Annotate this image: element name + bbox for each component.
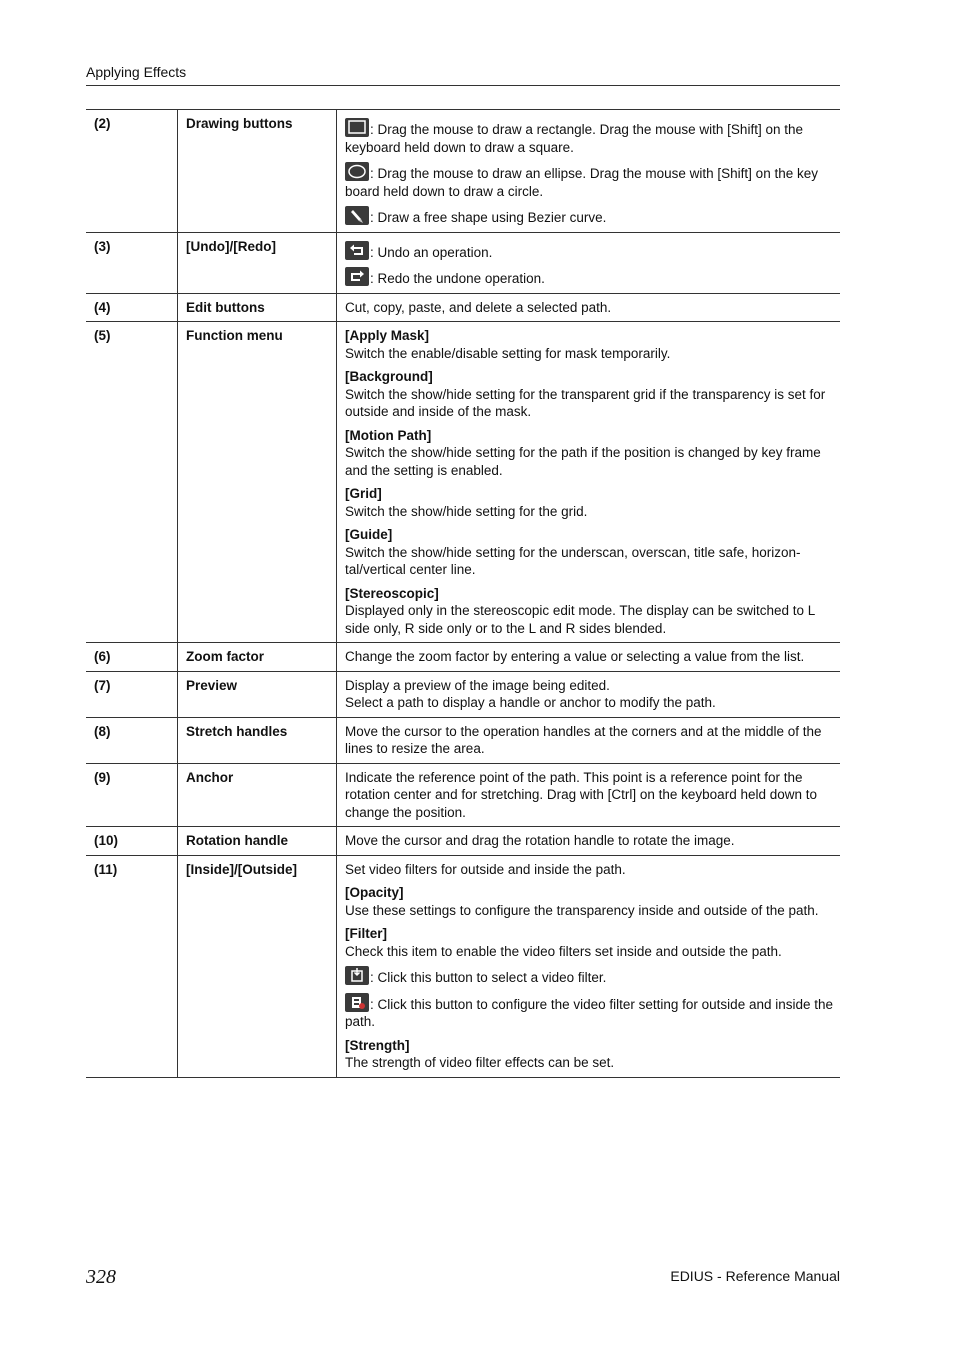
row-name: Stretch handles <box>178 717 337 763</box>
table-row <box>86 293 840 322</box>
row-name: Anchor <box>178 763 337 827</box>
row-number: (7) <box>86 671 178 717</box>
row-number: (11) <box>86 855 178 1077</box>
row-number: (3) <box>86 232 178 293</box>
menu-item-label: [Stereoscopic] <box>345 585 439 601</box>
row-description: Move the cursor and drag the rotation handle to rotate the image. <box>337 827 841 856</box>
row-name: [Inside]/[Outside] <box>178 855 337 1077</box>
row-description <box>337 322 841 643</box>
menu-item-label: [Motion Path] <box>345 427 432 443</box>
ellipse-icon <box>345 162 369 181</box>
running-header: Applying Effects <box>86 64 840 86</box>
select-filter-icon <box>345 966 369 985</box>
page-number: 328 <box>86 1266 116 1288</box>
menu-item-text: Switch the show/hide setting for the grid. <box>345 503 588 519</box>
redo-icon <box>345 267 369 286</box>
table-row <box>86 110 840 233</box>
row-name: Edit buttons <box>178 293 337 322</box>
manual-title: EDIUS - Reference Manual <box>670 1268 840 1284</box>
table-row <box>86 322 840 643</box>
description-line: Display a preview of the image being edited. <box>345 677 610 693</box>
table-row <box>86 855 840 1077</box>
menu-item-label: [Grid] <box>345 486 382 501</box>
description-intro: Set video filters for outside and inside the path. <box>345 861 626 877</box>
setting-label: [Opacity] <box>345 885 404 900</box>
row-name: Preview <box>178 671 337 717</box>
row-description: : Undo an operation. : Redo the undone operation. <box>337 232 841 293</box>
setting-text: Check this item to enable the video filters set inside and outside the path. <box>345 943 782 959</box>
setting-text: Use these settings to configure the transparency inside and outside of the path. <box>345 902 819 918</box>
row-number: (5) <box>86 322 178 643</box>
row-name: [Undo]/[Redo] <box>178 232 337 293</box>
setting-label: [Filter] <box>345 926 387 941</box>
table-row <box>86 643 840 672</box>
rectangle-icon <box>345 118 369 137</box>
menu-item-label: [Background] <box>345 369 433 384</box>
setting-label: [Strength] <box>345 1037 410 1053</box>
row-description: Cut, copy, paste, and delete a selected path. <box>337 293 841 322</box>
setting-text: The strength of video filter effects can be set. <box>345 1055 615 1070</box>
row-number: (4) <box>86 293 178 322</box>
menu-item-text: Switch the show/hide setting for the path if the position is changed by key frame and the setting is enabled. <box>345 445 821 478</box>
menu-item-text: Switch the show/hide setting for the underscan, overscan, title safe, horizon-tal/vertical center line. <box>345 544 801 577</box>
row-number: (6) <box>86 643 178 672</box>
row-description: Set video filters for outside and inside the path. [Opacity] Use these settings to configure the transparency inside and outside of the path. [Filter] Check this item to enable the video filters set inside and outside the path. : Click this button to select a video filter. : Click this button to configure the video filter setting for outside and inside the path. [Strength] The strength of video filter effects can be set. <box>337 855 841 1077</box>
menu-item-text: Switch the enable/disable setting for mask temporarily. <box>345 345 671 361</box>
menu-item-text: Switch the show/hide setting for the transparent grid if the transparency is set for outside and inside of the mask. <box>345 386 826 419</box>
table-row <box>86 671 840 717</box>
filter-settings-icon <box>345 993 369 1012</box>
row-name: Drawing buttons <box>178 110 337 233</box>
row-number: (9) <box>86 763 178 827</box>
table-row <box>86 827 840 856</box>
row-description: Move the cursor to the operation handles at the corners and at the middle of the lines to resize the area. <box>337 717 841 763</box>
row-name: Rotation handle <box>178 827 337 856</box>
row-description: Change the zoom factor by entering a value or selecting a value from the list. <box>337 643 841 672</box>
row-number: (8) <box>86 717 178 763</box>
menu-item-label: [Guide] <box>345 527 393 542</box>
reference-table <box>86 109 840 1078</box>
row-description: : Drag the mouse to draw a rectangle. Drag the mouse with [Shift] on the keyboard held down to draw a square. : Drag the mouse to draw an ellipse. Drag the mouse with [Shift] on the key board held down to draw a circle. : Draw a free shape using Bezier curve. <box>337 110 841 233</box>
row-description: Indicate the reference point of the path. This point is a reference point for the rotation center and for stretching. Drag with [Ctrl] on the keyboard held down to change the position. <box>337 763 841 827</box>
row-name: Function menu <box>178 322 337 643</box>
menu-item-text: Displayed only in the stereoscopic edit mode. The display can be switched to L side only, R side only or to the L and R sides blended. <box>345 603 815 636</box>
row-description <box>337 671 841 717</box>
table-row <box>86 232 840 293</box>
table-row <box>86 763 840 827</box>
table-row <box>86 717 840 763</box>
bezier-pen-icon <box>345 206 369 225</box>
row-number: (2) <box>86 110 178 233</box>
menu-item-label: [Apply Mask] <box>345 328 430 343</box>
description-line: Select a path to display a handle or anchor to modify the path. <box>345 695 716 710</box>
row-name: Zoom factor <box>178 643 337 672</box>
row-number: (10) <box>86 827 178 856</box>
undo-icon <box>345 241 369 260</box>
